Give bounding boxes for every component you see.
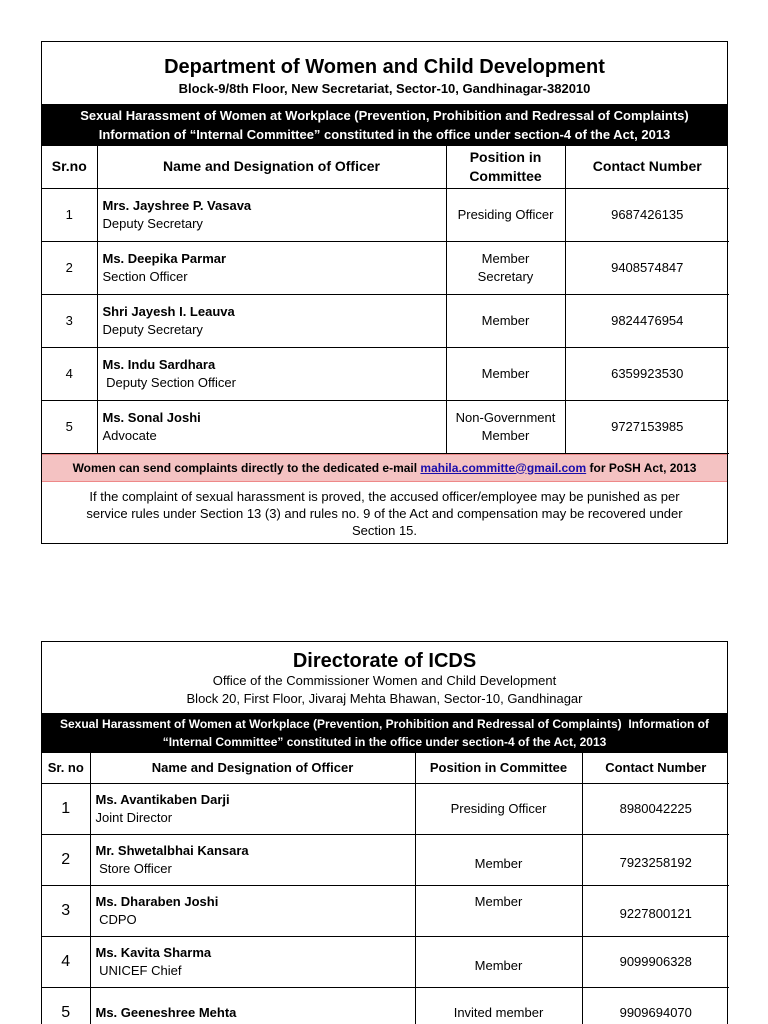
- header-name: Name and Designation of Officer: [90, 753, 415, 783]
- header-contact: Contact Number: [582, 753, 729, 783]
- officer-name: Shri Jayesh I. Leauva: [102, 303, 235, 319]
- officer-designation: UNICEF Chief: [95, 962, 182, 978]
- table-row: [42, 783, 729, 834]
- act-banner-line-1: Sexual Harassment of Women at Workplace (Prevention, Prohibition and Redressal of Complaints) Information of: [60, 717, 709, 731]
- complaint-email-notice: Women can send complaints directly to the dedicated e-mail mahila.committe@gmail.com for PoSH Act, 2013: [42, 454, 727, 482]
- act-banner-line-2: Information of “Internal Committee” constituted in the office under section-4 of the Act, 2013: [98, 127, 671, 142]
- row-srno: 2: [42, 834, 90, 885]
- officer-name: Ms. Dharaben Joshi: [95, 893, 219, 909]
- row-officer: [97, 400, 446, 453]
- officer-name: Ms. Avantikaben Darji: [95, 791, 230, 807]
- officer-designation: Advocate: [102, 427, 157, 443]
- row-officer: [90, 936, 415, 987]
- icds-committee-panel: [41, 641, 728, 1024]
- row-contact: 9727153985: [565, 400, 729, 453]
- directorate-office: Office of the Commissioner Women and Child Development: [212, 673, 557, 688]
- committee-table: [42, 146, 729, 454]
- officer-designation: Section Officer: [102, 268, 188, 284]
- directorate-title: Directorate of ICDS: [292, 650, 477, 672]
- officer-name: Mrs. Jayshree P. Vasava: [102, 197, 252, 213]
- header-position: Position in Committee: [415, 753, 582, 783]
- row-position: Member Secretary: [446, 241, 565, 294]
- row-srno: 2: [42, 241, 97, 294]
- row-srno: 4: [42, 347, 97, 400]
- header-srno: Sr.no: [42, 146, 97, 188]
- officer-designation: Deputy Section Officer: [102, 374, 236, 390]
- row-srno: 5: [42, 400, 97, 453]
- row-contact: 9408574847: [565, 241, 729, 294]
- committee-table: [42, 753, 729, 1024]
- header-contact: Contact Number: [565, 146, 729, 188]
- row-position: Non-Government Member: [446, 400, 565, 453]
- act-banner: [42, 713, 727, 753]
- row-contact: 9687426135: [565, 188, 729, 241]
- table-row: [42, 347, 729, 400]
- row-officer: [90, 987, 415, 1024]
- row-srno: 1: [42, 783, 90, 834]
- act-banner-line-2: “Internal Committee” constituted in the office under section-4 of the Act, 2013: [162, 735, 607, 749]
- table-row: [42, 241, 729, 294]
- punishment-footnote: If the complaint of sexual harassment is proved, the accused officer/employee may be punished as per service rules under Section 13 (3) and rules no. 9 of the Act and compensation may be recovered under Section 15.: [86, 488, 683, 538]
- table-row: [42, 885, 729, 936]
- row-officer: [90, 885, 415, 936]
- row-contact: 6359923530: [565, 347, 729, 400]
- row-contact: 8980042225: [582, 783, 729, 834]
- row-srno: 1: [42, 188, 97, 241]
- row-position: Member: [415, 885, 582, 936]
- officer-name: Ms. Geeneshree Mehta: [95, 1004, 237, 1020]
- act-banner-line-1: Sexual Harassment of Women at Workplace (Prevention, Prohibition and Redressal of Complaints): [80, 108, 689, 123]
- directorate-address: Block 20, First Floor, Jivaraj Mehta Bhawan, Sector-10, Gandhinagar: [186, 691, 583, 706]
- row-position: Member: [415, 936, 582, 987]
- row-position: Presiding Officer: [446, 188, 565, 241]
- table-header-row: [42, 146, 729, 188]
- table-row: [42, 188, 729, 241]
- officer-name: Ms. Indu Sardhara: [102, 356, 216, 372]
- table-row: [42, 987, 729, 1024]
- officer-designation: Joint Director: [95, 809, 173, 825]
- table-header-row: [42, 753, 729, 783]
- officer-designation: Deputy Secretary: [102, 215, 203, 231]
- row-position: Member: [446, 347, 565, 400]
- row-srno: 3: [42, 885, 90, 936]
- row-contact: 9227800121: [582, 885, 729, 936]
- row-contact: 9099906328: [582, 936, 729, 987]
- officer-name: Ms. Kavita Sharma: [95, 944, 212, 960]
- header-srno: Sr. no: [42, 753, 90, 783]
- dwcd-committee-panel: [41, 41, 728, 544]
- row-contact: 7923258192: [582, 834, 729, 885]
- row-officer: [97, 347, 446, 400]
- row-position: Member: [415, 834, 582, 885]
- header-position: Position in Committee: [446, 146, 565, 188]
- header-name: Name and Designation of Officer: [97, 146, 446, 188]
- officer-designation: CDPO: [95, 911, 137, 927]
- table-row: [42, 400, 729, 453]
- row-officer: [97, 188, 446, 241]
- act-banner: [42, 104, 727, 146]
- department-title: Department of Women and Child Development: [164, 56, 605, 78]
- row-position: Member: [446, 294, 565, 347]
- row-srno: 5: [42, 987, 90, 1024]
- row-contact: 9909694070: [582, 987, 729, 1024]
- row-srno: 4: [42, 936, 90, 987]
- table-row: [42, 294, 729, 347]
- officer-designation: Deputy Secretary: [102, 321, 203, 337]
- officer-designation: Store Officer: [95, 860, 172, 876]
- row-contact: 9824476954: [565, 294, 729, 347]
- row-officer: [90, 834, 415, 885]
- table-row: [42, 936, 729, 987]
- officer-name: Ms. Sonal Joshi: [102, 409, 201, 425]
- row-position: Presiding Officer: [415, 783, 582, 834]
- row-srno: 3: [42, 294, 97, 347]
- officer-name: Mr. Shwetalbhai Kansara: [95, 842, 249, 858]
- table-row: [42, 834, 729, 885]
- row-position: Invited member: [415, 987, 582, 1024]
- row-officer: [90, 783, 415, 834]
- row-officer: [97, 294, 446, 347]
- complaint-email-link[interactable]: mahila.committe@gmail.com: [420, 460, 587, 475]
- row-officer: [97, 241, 446, 294]
- officer-name: Ms. Deepika Parmar: [102, 250, 227, 266]
- department-address: Block-9/8th Floor, New Secretariat, Sector-10, Gandhinagar-382010: [178, 81, 591, 96]
